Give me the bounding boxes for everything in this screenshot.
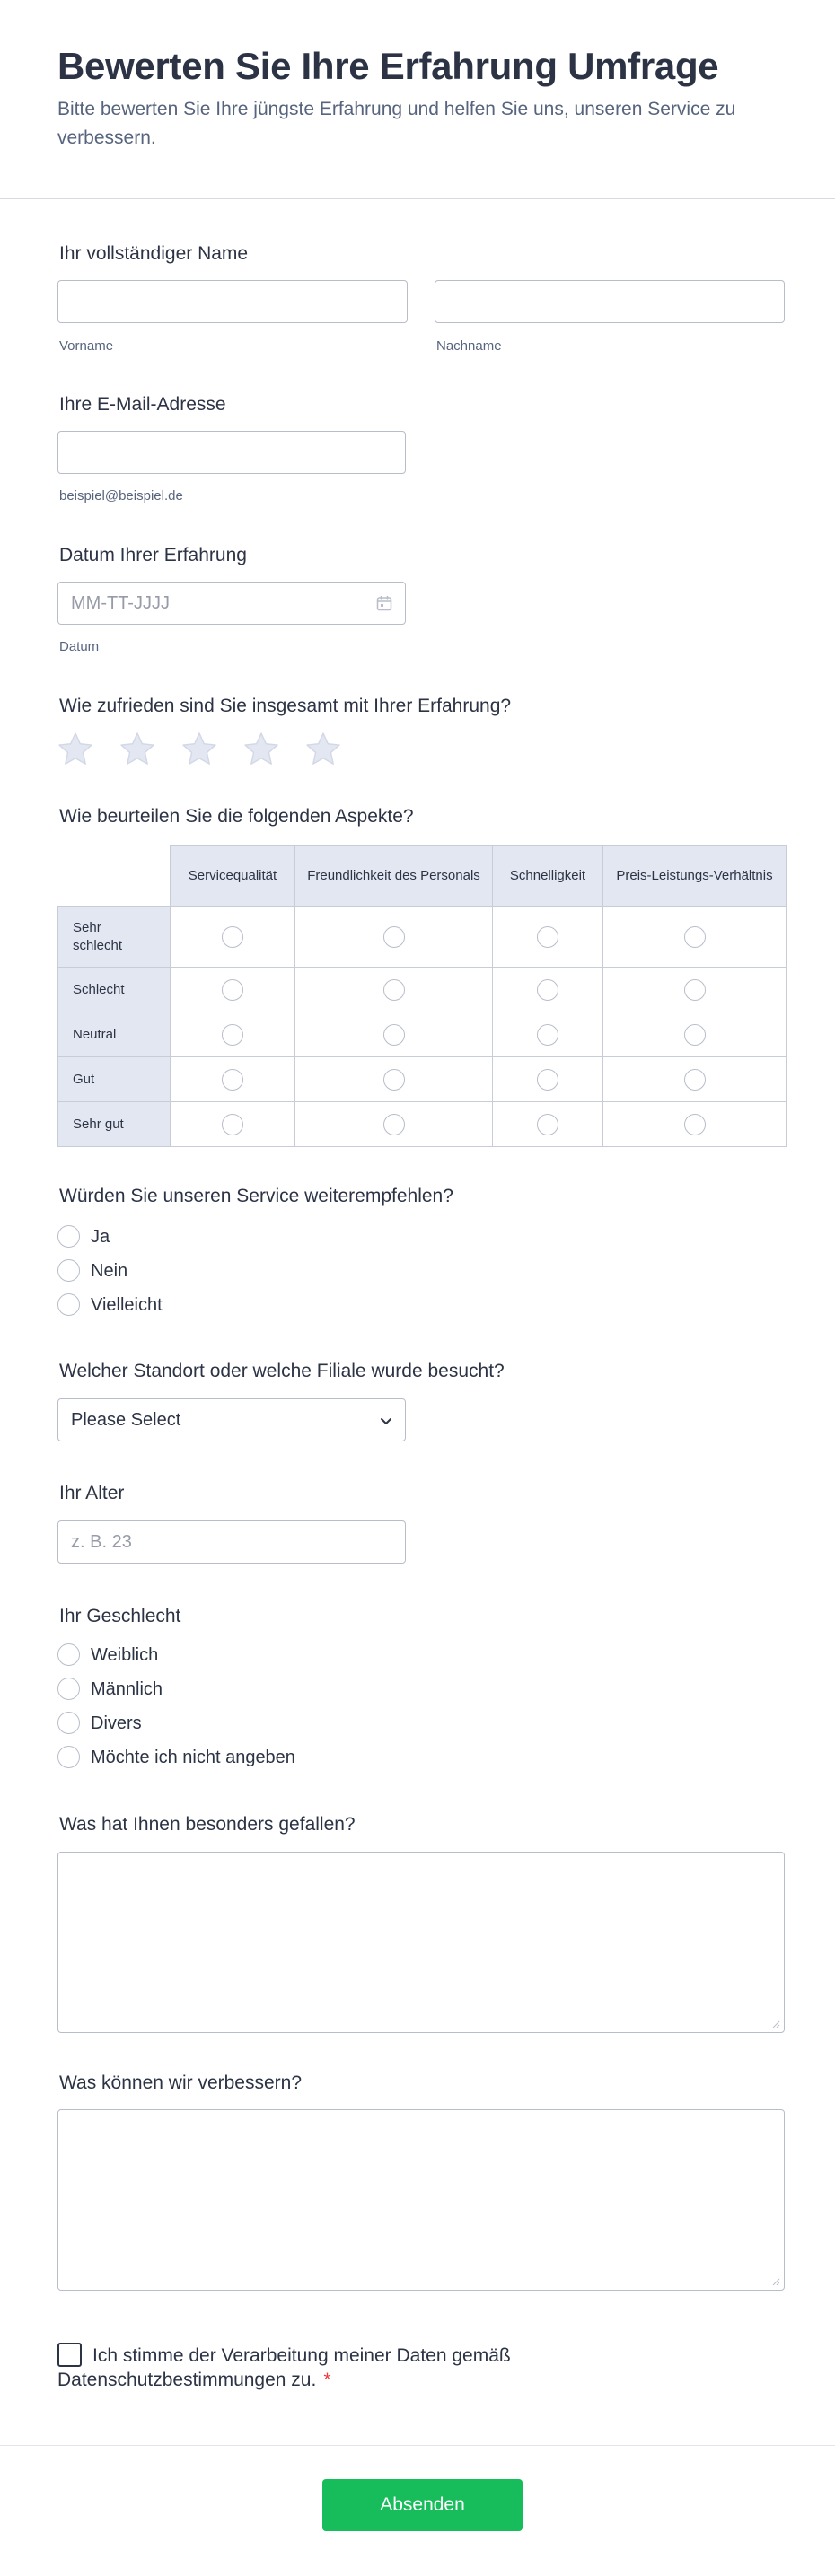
star-icon[interactable] (242, 730, 281, 769)
matrix-radio[interactable] (222, 926, 243, 948)
gender-option-label: Divers (91, 1713, 142, 1733)
consent-text-line2-text: Datenschutzbestimmungen zu. (57, 2370, 317, 2390)
matrix-cell (171, 1102, 295, 1147)
matrix-row (58, 1102, 787, 1147)
email-input[interactable] (57, 431, 406, 474)
radio-button[interactable] (57, 1225, 80, 1248)
age-label: Ihr Alter (59, 1483, 125, 1503)
chevron-down-icon (379, 1414, 393, 1428)
matrix-cell (493, 1012, 603, 1057)
date-sublabel: Datum (59, 639, 100, 654)
matrix-cell (171, 968, 295, 1012)
radio-button[interactable] (57, 1678, 80, 1700)
matrix-radio[interactable] (383, 1069, 405, 1091)
matrix-radio[interactable] (684, 1069, 706, 1091)
matrix-cell (295, 1012, 493, 1057)
calendar-icon[interactable] (376, 595, 392, 611)
resize-grip-icon[interactable] (771, 2277, 780, 2286)
matrix-radio[interactable] (537, 1069, 558, 1091)
matrix-cell (603, 968, 787, 1012)
matrix-radio[interactable] (537, 1114, 558, 1135)
star-icon[interactable] (180, 730, 219, 769)
matrix-cell (603, 1012, 787, 1057)
matrix-column-header: Schnelligkeit (493, 846, 603, 907)
matrix-column-header: Preis-Leistungs-Verhältnis (603, 846, 787, 907)
matrix-cell (603, 907, 787, 968)
matrix-radio[interactable] (383, 979, 405, 1001)
matrix-radio[interactable] (684, 926, 706, 948)
matrix-radio[interactable] (537, 979, 558, 1001)
matrix-radio[interactable] (222, 1024, 243, 1046)
matrix-radio[interactable] (383, 926, 405, 948)
gender-option-label: Weiblich (91, 1645, 159, 1665)
matrix-row-header: Neutral (58, 1012, 171, 1057)
last-name-input[interactable] (435, 280, 785, 323)
matrix-cell (295, 907, 493, 968)
matrix-cell (171, 1012, 295, 1057)
matrix-radio[interactable] (537, 1024, 558, 1046)
matrix-label: Wie beurteilen Sie die folgenden Aspekte? (59, 806, 414, 827)
radio-button[interactable] (57, 1259, 80, 1282)
matrix-cell (295, 1057, 493, 1102)
consent-text-line1: Ich stimme der Verarbeitung meiner Daten gemäß (92, 2345, 511, 2366)
email-label: Ihre E-Mail-Adresse (59, 394, 226, 415)
star-icon[interactable] (56, 730, 95, 769)
first-name-input[interactable] (57, 280, 408, 323)
matrix-radio[interactable] (537, 926, 558, 948)
radio-button[interactable] (57, 1643, 80, 1666)
matrix-cell (603, 1102, 787, 1147)
email-sublabel: beispiel@beispiel.de (59, 488, 183, 504)
matrix-row (58, 1012, 787, 1057)
matrix-cell (493, 1057, 603, 1102)
recommend-option-label: Nein (91, 1261, 128, 1281)
improve-label: Was können wir verbessern? (59, 2072, 303, 2093)
consent-text-line2 (57, 2370, 331, 2391)
matrix-cell (603, 1057, 787, 1102)
star-icon[interactable] (118, 730, 157, 769)
date-label: Datum Ihrer Erfahrung (59, 545, 247, 565)
matrix-radio[interactable] (684, 979, 706, 1001)
liked-textarea[interactable] (57, 1852, 785, 2033)
matrix-row-header: Sehr schlecht (58, 907, 171, 968)
matrix-cell (295, 1102, 493, 1147)
resize-grip-icon[interactable] (771, 2020, 780, 2028)
matrix-row-header: Sehr gut (58, 1102, 171, 1147)
matrix-radio[interactable] (222, 1114, 243, 1135)
recommend-option-label: Ja (91, 1227, 110, 1247)
matrix-cell (171, 907, 295, 968)
location-select[interactable] (57, 1398, 406, 1441)
matrix-cell (295, 968, 493, 1012)
matrix-row (58, 1057, 787, 1102)
radio-button[interactable] (57, 1293, 80, 1316)
matrix-cell (493, 907, 603, 968)
matrix-cell (493, 968, 603, 1012)
radio-button[interactable] (57, 1746, 80, 1768)
recommend-option-label: Vielleicht (91, 1295, 163, 1315)
matrix-cell (493, 1102, 603, 1147)
date-input[interactable] (57, 582, 406, 625)
matrix-corner (58, 846, 171, 907)
matrix-radio[interactable] (684, 1024, 706, 1046)
matrix-radio[interactable] (684, 1114, 706, 1135)
first-name-sublabel: Vorname (59, 338, 114, 354)
age-input[interactable] (57, 1520, 406, 1564)
matrix-cell (171, 1057, 295, 1102)
matrix-row-header: Schlecht (58, 968, 171, 1012)
matrix-row (58, 968, 787, 1012)
matrix-radio[interactable] (222, 979, 243, 1001)
liked-label: Was hat Ihnen besonders gefallen? (59, 1814, 356, 1835)
matrix-column-header: Freundlichkeit des Personals (295, 846, 493, 907)
gender-option-label: Möchte ich nicht angeben (91, 1748, 295, 1767)
form-title: Bewerten Sie Ihre Erfahrung Umfrage (57, 45, 719, 87)
consent-checkbox[interactable] (57, 2343, 82, 2367)
form-subtitle: Bitte bewerten Sie Ihre jüngste Erfahrung und helfen Sie uns, unseren Service zu verbessern. (57, 99, 736, 148)
rating-label: Wie zufrieden sind Sie insgesamt mit Ihrer Erfahrung? (59, 696, 512, 716)
aspects-matrix (57, 845, 787, 1147)
required-asterisk: * (323, 2370, 331, 2390)
gender-label: Ihr Geschlecht (59, 1606, 181, 1626)
matrix-column-header: Servicequalität (171, 846, 295, 907)
matrix-row-header: Gut (58, 1057, 171, 1102)
submit-button[interactable]: Absenden (322, 2479, 523, 2531)
last-name-sublabel: Nachname (436, 338, 502, 354)
recommend-label: Würden Sie unseren Service weiterempfehlen? (59, 1186, 453, 1206)
matrix-radio[interactable] (222, 1069, 243, 1091)
location-selected-value: Please Select (71, 1410, 181, 1430)
location-label: Welcher Standort oder welche Filiale wurde besucht? (59, 1361, 505, 1381)
matrix-radio[interactable] (383, 1024, 405, 1046)
gender-option-label: Männlich (91, 1679, 163, 1699)
name-label: Ihr vollständiger Name (59, 243, 249, 264)
form-header (0, 0, 835, 199)
radio-button[interactable] (57, 1712, 80, 1734)
matrix-radio[interactable] (383, 1114, 405, 1135)
improve-textarea[interactable] (57, 2109, 785, 2291)
star-icon[interactable] (303, 730, 343, 769)
matrix-row (58, 907, 787, 968)
